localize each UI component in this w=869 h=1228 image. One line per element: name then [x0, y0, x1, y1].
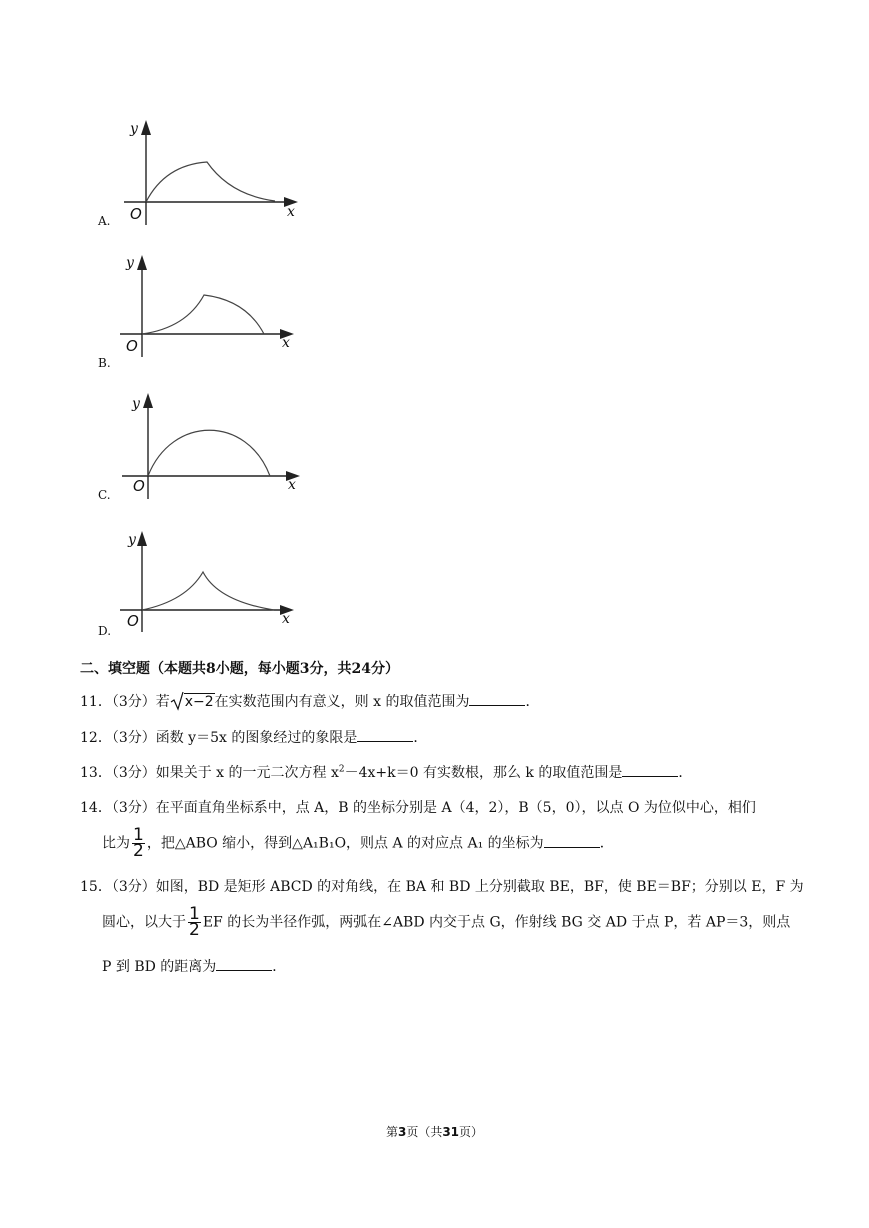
x-label: x: [288, 477, 296, 493]
fraction-one-half: [132, 825, 145, 861]
q12-end: ．: [413, 730, 428, 746]
q11-end: ．: [525, 694, 540, 710]
question-13: [80, 762, 692, 782]
y-axis-arrow-icon: [137, 255, 147, 270]
total-pages: 31: [442, 1125, 460, 1139]
graph-option-d: [106, 526, 306, 636]
page-number: 3: [397, 1125, 407, 1139]
question-15-line-1: 15．（3分）如图，BD 是矩形 ABCD 的对角线，在 BA 和 BD 上分别截取 BE，BF，使 BE＝BF；分别以 E，F 为: [80, 879, 804, 895]
y-axis-arrow-icon: [141, 120, 151, 135]
question-14-line-1: 14．（3分）在平面直角坐标系中，点 A，B 的坐标分别是 A（4，2），B（5，0），以点 O 为位似中心，相们: [80, 800, 756, 816]
question-15-line-2: [102, 904, 791, 940]
fraction-one-half: [188, 904, 201, 940]
q15-text-b: EF 的长为半径作弧，两弧在∠ABD 内交于点 G，作射线 BG 交 AD 于点 P，若 AP＝3，则点: [202, 914, 791, 931]
y-axis-arrow-icon: [137, 531, 147, 546]
q13-text-b: －4x+k＝0 有实数根，那么 k 的取值范围是: [344, 765, 623, 781]
footer-text-b: 页（共: [406, 1125, 443, 1139]
fraction-denominator: 2: [189, 920, 200, 940]
origin-label: O: [130, 205, 142, 223]
answer-blank-12[interactable]: [357, 727, 413, 742]
question-12: [80, 727, 427, 747]
q14-text-a: 比为: [102, 835, 130, 852]
q13-end: ．: [678, 765, 693, 781]
question-14-line-2: [102, 825, 614, 861]
curve-d: [142, 572, 274, 610]
question-11: [80, 691, 539, 711]
question-15-line-3: [102, 956, 286, 976]
y-label: y: [132, 396, 140, 412]
x-label: x: [282, 335, 290, 351]
graph-b-svg: [106, 250, 306, 365]
origin-label: O: [133, 477, 145, 495]
q12-text: 12．（3分）函数 y＝5x 的图象经过的象限是: [80, 730, 358, 746]
q14-text-b: ，把△ABO 缩小，得到△A₁B₁O，则点 A 的对应点 A₁ 的坐标为: [146, 835, 544, 852]
curve-c: [148, 430, 270, 476]
graph-option-a: [110, 115, 310, 230]
footer-text-a: 第: [385, 1125, 398, 1139]
option-d-label: D.: [98, 624, 112, 638]
option-a-label: A.: [98, 214, 111, 228]
section-title: 二、填空题（本题共8小题，每小题3分，共24分）: [80, 661, 399, 677]
q13-exponent: 2: [338, 764, 345, 775]
fraction-numerator: 1: [133, 825, 144, 845]
graph-c-svg: [112, 390, 312, 505]
q14-end: ．: [599, 835, 614, 852]
option-b-label: B.: [98, 356, 111, 370]
q15-text-c: P 到 BD 的距离为: [102, 959, 217, 975]
y-axis-arrow-icon: [143, 393, 153, 408]
y-label: y: [128, 532, 136, 548]
page-footer: [0, 1123, 869, 1140]
graph-option-c: [112, 390, 312, 505]
y-label: y: [130, 121, 138, 137]
answer-blank-15[interactable]: [216, 956, 272, 971]
answer-blank-14[interactable]: [544, 833, 600, 848]
x-label: x: [287, 204, 295, 220]
q13-text-a: 13．（3分）如果关于 x 的一元二次方程 x: [80, 765, 339, 781]
y-label: y: [126, 255, 134, 271]
footer-text-c: 页）: [459, 1125, 484, 1139]
answer-blank-13[interactable]: [622, 762, 678, 777]
option-c-label: C.: [98, 488, 111, 502]
curve-b: [142, 295, 264, 334]
origin-label: O: [127, 612, 139, 630]
radicand: x−2: [184, 694, 214, 710]
graph-a-svg: [110, 115, 310, 230]
q11-prefix: 11．（3分）若: [80, 694, 170, 710]
graph-option-b: [106, 250, 306, 365]
graph-d-svg: [106, 526, 306, 636]
sqrt-icon: [170, 691, 184, 711]
x-label: x: [282, 611, 290, 627]
curve-a: [146, 162, 275, 202]
q11-text: 在实数范围内有意义，则 x 的取值范围为: [214, 694, 470, 710]
q15-end: ．: [272, 959, 287, 975]
fraction-denominator: 2: [133, 841, 144, 861]
fraction-numerator: 1: [189, 904, 200, 924]
origin-label: O: [126, 337, 138, 355]
answer-blank-11[interactable]: [469, 691, 525, 706]
sqrt-expression: [170, 694, 215, 710]
q15-text-a: 圆心，以大于: [102, 914, 186, 931]
